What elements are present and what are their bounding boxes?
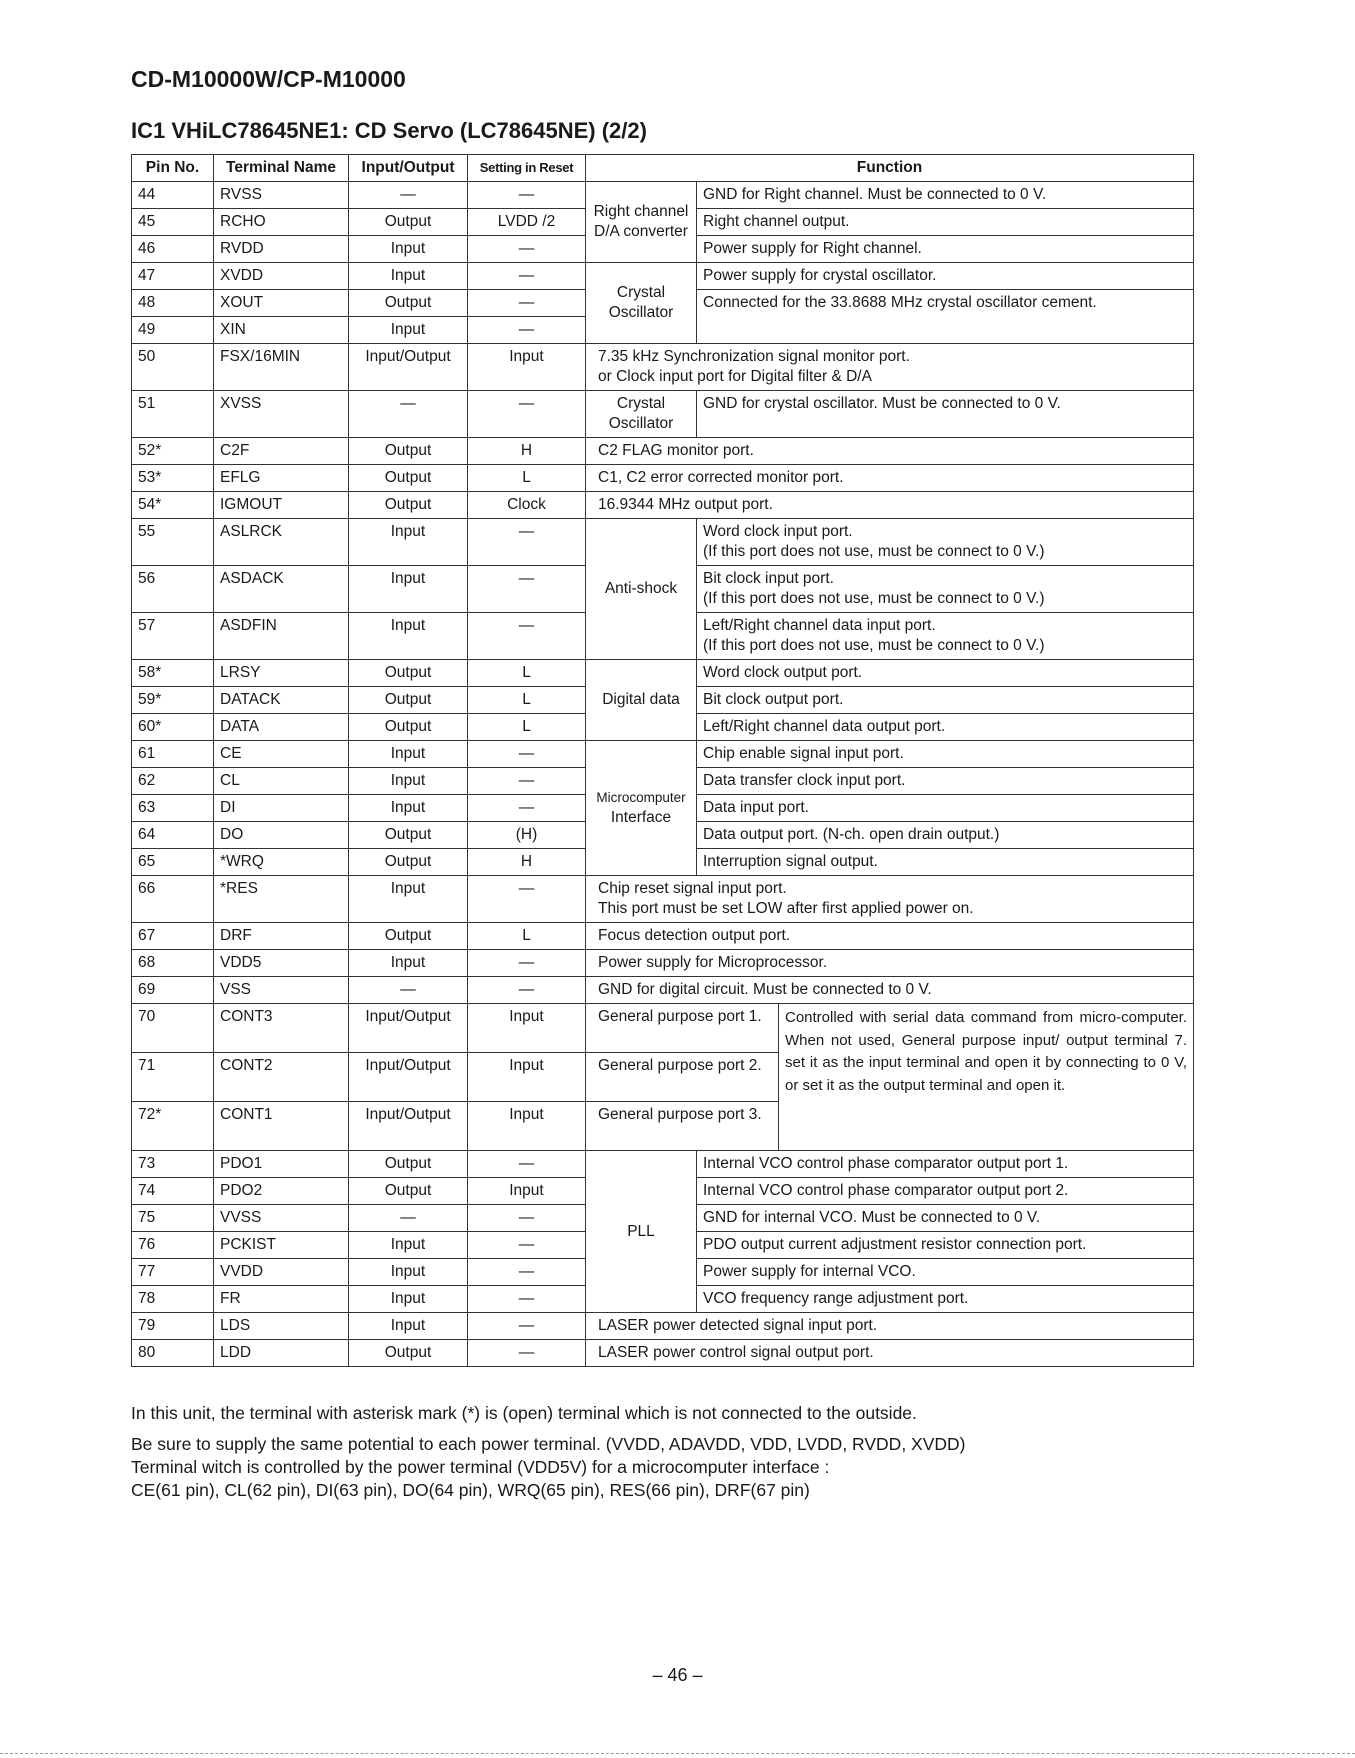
ic-title: IC1 VHiLC78645NE1: CD Servo (LC78645NE) (2/2) — [131, 118, 647, 143]
table-row: 78 FR Input — VCO frequency range adjustment port. — [132, 1286, 1194, 1313]
group-crystal: Crystal Oscillator — [586, 263, 697, 344]
table-row: 60* DATA Output L Left/Right channel data output port. — [132, 714, 1194, 741]
table-row: 47 XVDD Input — Crystal Oscillator Power supply for crystal oscillator. — [132, 263, 1194, 290]
table-row: 71 CONT2 Input/Output Input General purpose port 2. — [132, 1053, 1194, 1102]
table-row: 64 DO Output (H) Data output port. (N-ch. open drain output.) — [132, 822, 1194, 849]
group-micro: Microcomputer Interface — [586, 741, 697, 876]
table-row: 73 PDO1 Output — PLL Internal VCO control phase comparator output port 1. — [132, 1151, 1194, 1178]
table-row: 54* IGMOUT Output Clock 16.9344 MHz output port. — [132, 492, 1194, 519]
table-row: 72* CONT1 Input/Output Input General purpose port 3. — [132, 1102, 1194, 1151]
table-row: 75 VVSS — — GND for internal VCO. Must be connected to 0 V. — [132, 1205, 1194, 1232]
table-row: 67 DRF Output L Focus detection output port. — [132, 923, 1194, 950]
group-right-dac: Right channel D/A converter — [586, 182, 697, 263]
col-pin: Pin No. — [132, 155, 214, 182]
note-pins: CE(61 pin), CL(62 pin), DI(63 pin), DO(64 pin), WRQ(65 pin), RES(66 pin), DRF(67 pin) — [131, 1480, 810, 1500]
model-title: CD-M10000W/CP-M10000 — [131, 66, 406, 92]
col-terminal: Terminal Name — [214, 155, 349, 182]
table-row: 77 VVDD Input — Power supply for internal VCO. — [132, 1259, 1194, 1286]
table-row: 44 RVSS — — Right channel D/A converter GND for Right channel. Must be connected to 0 V. — [132, 182, 1194, 209]
table-row: 65 *WRQ Output H Interruption signal output. — [132, 849, 1194, 876]
group-antishock: Anti-shock — [586, 519, 697, 660]
group-pll: PLL — [586, 1151, 697, 1313]
table-header-row — [132, 155, 1194, 182]
page-number: – 46 – — [652, 1665, 703, 1685]
bottom-divider — [0, 1753, 1355, 1754]
table-row: 61 CE Input — Microcomputer Interface Chip enable signal input port. — [132, 741, 1194, 768]
table-row: 79 LDS Input — LASER power detected signal input port. — [132, 1313, 1194, 1340]
table-row: 80 LDD Output — LASER power control signal output port. — [132, 1340, 1194, 1367]
pin-table — [131, 154, 1194, 1367]
table-row: 55 ASLRCK Input — Anti-shock Word clock input port. (If this port does not use, must be connect to 0 V.) — [132, 519, 1194, 566]
table-row: 68 VDD5 Input — Power supply for Microprocessor. — [132, 950, 1194, 977]
table-row: 62 CL Input — Data transfer clock input port. — [132, 768, 1194, 795]
table-row: 58* LRSY Output L Digital data Word clock output port. — [132, 660, 1194, 687]
table-row: 69 VSS — — GND for digital circuit. Must be connected to 0 V. — [132, 977, 1194, 1004]
table-row: 66 *RES Input — Chip reset signal input port. This port must be set LOW after first applied power on. — [132, 876, 1194, 923]
table-row: 52* C2F Output H C2 FLAG monitor port. — [132, 438, 1194, 465]
table-row: 49 XIN Input — — [132, 317, 1194, 344]
note-vdd5: Terminal witch is controlled by the power terminal (VDD5V) for a microcomputer interface : — [131, 1457, 830, 1477]
table-row: 70 CONT3 Input/Output Input General purpose port 1. Controlled with serial data command from micro-computer. When not used, General purpose input/ output terminal 7. set it as the input terminal and open it by connecting to 0 V, or set it as the output terminal and open it. — [132, 1004, 1194, 1053]
cont-description: Controlled with serial data command from micro-computer. When not used, General purpose input/ output terminal 7. set it as the input terminal and open it by connecting to 0 V, or set it as the output terminal and open it. — [779, 1004, 1194, 1151]
group-digital: Digital data — [586, 660, 697, 741]
table-row: 50 FSX/16MIN Input/Output Input 7.35 kHz Synchronization signal monitor port. or Clock input port for Digital filter & D/A — [132, 344, 1194, 391]
note-asterisk: In this unit, the terminal with asterisk mark (*) is (open) terminal which is not connected to the outside. — [131, 1403, 917, 1423]
table-row: 45 RCHO Output LVDD /2 Right channel output. — [132, 209, 1194, 236]
note-power: Be sure to supply the same potential to each power terminal. (VVDD, ADAVDD, VDD, LVDD, RVDD, XVDD) — [131, 1434, 966, 1454]
table-row: 51 XVSS — — Crystal Oscillator GND for crystal oscillator. Must be connected to 0 V. — [132, 391, 1194, 438]
table-row: 53* EFLG Output L C1, C2 error corrected monitor port. — [132, 465, 1194, 492]
table-row: 56 ASDACK Input — Bit clock input port. (If this port does not use, must be connect to 0 V.) — [132, 566, 1194, 613]
notes — [131, 1402, 966, 1502]
group-crystal-51: Crystal Oscillator — [586, 391, 697, 438]
table-row: 63 DI Input — Data input port. — [132, 795, 1194, 822]
col-reset: Setting in Reset — [468, 155, 586, 182]
table-row: 74 PDO2 Output Input Internal VCO control phase comparator output port 2. — [132, 1178, 1194, 1205]
col-function: Function — [586, 155, 1194, 182]
table-row: 76 PCKIST Input — PDO output current adjustment resistor connection port. — [132, 1232, 1194, 1259]
table-row: 48 XOUT Output — Connected for the 33.8688 MHz crystal oscillator cement. — [132, 290, 1194, 317]
table-row: 57 ASDFIN Input — Left/Right channel data input port. (If this port does not use, must be connect to 0 V.) — [132, 613, 1194, 660]
table-row: 59* DATACK Output L Bit clock output port. — [132, 687, 1194, 714]
col-io: Input/Output — [349, 155, 468, 182]
table-row: 46 RVDD Input — Power supply for Right channel. — [132, 236, 1194, 263]
